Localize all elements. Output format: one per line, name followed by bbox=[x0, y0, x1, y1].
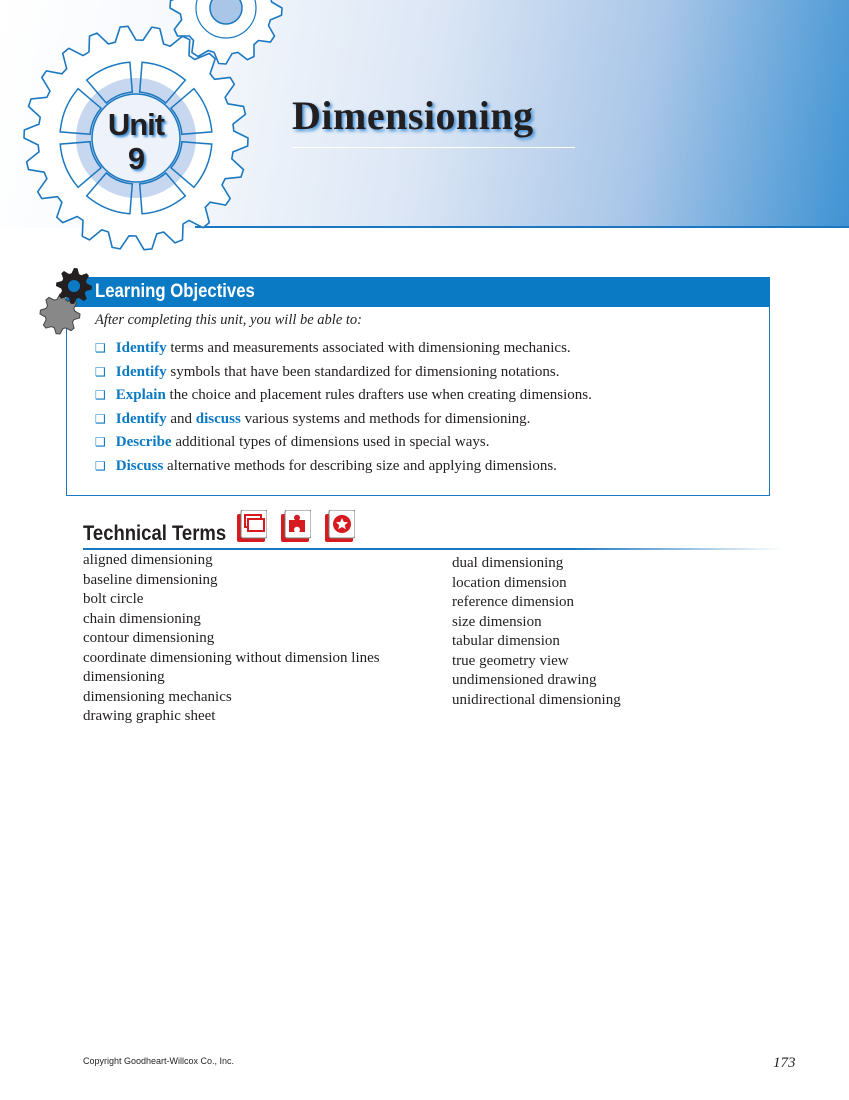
technical-terms-title: Technical Terms bbox=[83, 522, 227, 545]
technical-term: true geometry view bbox=[452, 652, 569, 669]
objectives-intro: After completing this unit, you will be able to: bbox=[95, 312, 363, 328]
objective-verb: Identify bbox=[115, 340, 167, 356]
objective-item bbox=[95, 364, 559, 381]
technical-term: baseline dimensioning bbox=[83, 571, 218, 588]
technical-term: size dimension bbox=[452, 613, 542, 630]
technical-term: aligned dimensioning bbox=[83, 552, 213, 568]
checkbox-bullet-icon: ❑ bbox=[95, 364, 106, 379]
objective-verb: Discuss bbox=[115, 458, 164, 474]
technical-term: bolt circle bbox=[83, 591, 144, 607]
objective-text: symbols that have been standardized for dimensioning notations. bbox=[166, 363, 560, 380]
learning-objectives-title: Learning Objectives bbox=[95, 281, 255, 302]
page-title: Dimensioning bbox=[292, 93, 534, 138]
copyright-notice: Copyright Goodheart-Willcox Co., Inc. bbox=[83, 1056, 235, 1066]
technical-term: undimensioned drawing bbox=[452, 672, 597, 688]
unit-number: Unit 9 bbox=[107, 107, 165, 176]
title-underline bbox=[292, 147, 575, 148]
technical-term: drawing graphic sheet bbox=[83, 708, 216, 724]
objective-item bbox=[95, 387, 592, 404]
objective-verb: Describe bbox=[115, 434, 172, 451]
checkbox-bullet-icon: ❑ bbox=[95, 411, 106, 426]
technical-term: dimensioning mechanics bbox=[83, 688, 232, 705]
objective-text: various systems and methods for dimensioning. bbox=[240, 410, 531, 427]
objective-text: the choice and placement rules drafters use when creating dimensions. bbox=[165, 387, 592, 404]
page-number: 173 bbox=[773, 1055, 796, 1071]
objective-text: alternative methods for describing size and applying dimensions. bbox=[163, 458, 557, 474]
objective-verb: discuss bbox=[195, 410, 241, 427]
objective-item bbox=[95, 411, 530, 428]
objective-item bbox=[95, 340, 571, 357]
checkbox-bullet-icon: ❑ bbox=[95, 341, 106, 355]
gears-icon bbox=[38, 264, 98, 344]
objective-text: terms and measurements associated with dimensioning mechanics. bbox=[166, 340, 571, 356]
objective-item bbox=[95, 458, 557, 475]
technical-term: dual dimensioning bbox=[452, 555, 564, 571]
objective-text: additional types of dimensions used in special ways. bbox=[171, 434, 490, 451]
technical-term: chain dimensioning bbox=[83, 610, 201, 627]
technical-term: unidirectional dimensioning bbox=[452, 691, 621, 708]
technical-term: tabular dimension bbox=[452, 633, 560, 649]
technical-term: location dimension bbox=[452, 574, 567, 591]
terms-column-left bbox=[83, 551, 380, 727]
star-badge-icon[interactable] bbox=[325, 510, 355, 542]
objective-text: and bbox=[166, 410, 196, 427]
technical-term: reference dimension bbox=[452, 594, 575, 610]
flashcards-icon[interactable] bbox=[237, 510, 267, 542]
terms-column-right bbox=[452, 554, 621, 710]
objective-item bbox=[95, 434, 489, 451]
checkbox-bullet-icon: ❑ bbox=[95, 459, 106, 473]
objective-verb: Explain bbox=[115, 387, 166, 404]
objective-verb: Identify bbox=[115, 410, 167, 427]
checkbox-bullet-icon: ❑ bbox=[95, 388, 106, 403]
technical-term: contour dimensioning bbox=[83, 630, 215, 646]
puzzle-icon[interactable] bbox=[281, 510, 311, 542]
technical-terms-divider bbox=[83, 548, 783, 550]
objective-verb: Identify bbox=[115, 363, 167, 380]
technical-term: dimensioning bbox=[83, 669, 165, 685]
checkbox-bullet-icon: ❑ bbox=[95, 435, 106, 450]
technical-term: coordinate dimensioning without dimension lines bbox=[83, 649, 380, 666]
